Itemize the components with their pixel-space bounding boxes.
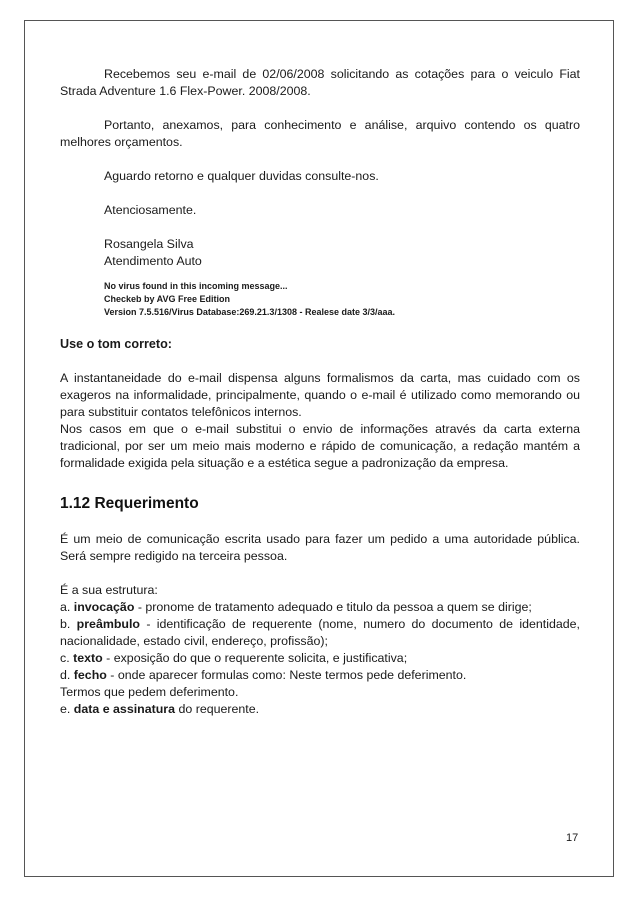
structure-heading: É a sua estrutura: bbox=[60, 583, 158, 597]
page-content bbox=[60, 66, 580, 718]
tone-heading: Use o tom correto: bbox=[60, 337, 172, 351]
structure-item: b. preâmbulo - identificação de requerente (nome, numero do documento de identidade, nacionalidade, estado civil, endereço, profissão); bbox=[60, 617, 580, 648]
signature-name: Rosangela Silva bbox=[104, 237, 194, 251]
virus-line-2: Checkeb by AVG Free Edition bbox=[104, 294, 231, 304]
email-paragraph-2: Portanto, anexamos, para conhecimento e análise, arquivo contendo os quatro melhores orçamentos. bbox=[60, 118, 580, 149]
virus-line-1: No virus found in this incoming message... bbox=[104, 281, 288, 291]
section-intro: É um meio de comunicação escrita usado para fazer um pedido a uma autoridade pública. Será sempre redigido na terceira pessoa. bbox=[60, 532, 580, 563]
tone-paragraph-2: Nos casos em que o e-mail substitui o envio de informações através da carta externa tradicional, por ser um meio mais moderno e rápido de comunicação, a redação mantém a formalidade exigida pela situação e a estética segue a padronização da empresa. bbox=[60, 422, 580, 470]
tone-paragraph-1: A instantaneidade do e-mail dispensa alguns formalismos da carta, mas cuidado com os exageros na informalidade, principalmente, quando o e-mail é utilizado como memorando ou para substituir contatos telefônicos internos. bbox=[60, 371, 580, 419]
email-closing: Atenciosamente. bbox=[104, 203, 197, 217]
structure-item: d. fecho - onde aparecer formulas como: Neste termos pede deferimento. bbox=[60, 668, 467, 682]
structure-item: c. texto - exposição do que o requerente solicita, e justificativa; bbox=[60, 651, 408, 665]
structure-extra-line: Termos que pedem deferimento. bbox=[60, 685, 239, 699]
section-title: 1.12 Requerimento bbox=[60, 495, 199, 512]
page-number: 17 bbox=[566, 832, 579, 844]
structure-item: e. data e assinatura do requerente. bbox=[60, 702, 260, 716]
email-paragraph-3: Aguardo retorno e qualquer duvidas consulte-nos. bbox=[104, 169, 379, 183]
email-paragraph-1: Recebemos seu e-mail de 02/06/2008 solicitando as cotações para o veiculo Fiat Strada Adventure 1.6 Flex-Power. 2008/2008. bbox=[60, 67, 580, 98]
signature-department: Atendimento Auto bbox=[104, 254, 202, 268]
virus-line-3: Version 7.5.516/Virus Database:269.21.3/1308 - Realese date 3/3/aaa. bbox=[104, 307, 396, 317]
structure-item: a. invocação - pronome de tratamento adequado e titulo da pessoa a quem se dirige; bbox=[60, 600, 532, 614]
structure-list bbox=[60, 599, 580, 684]
